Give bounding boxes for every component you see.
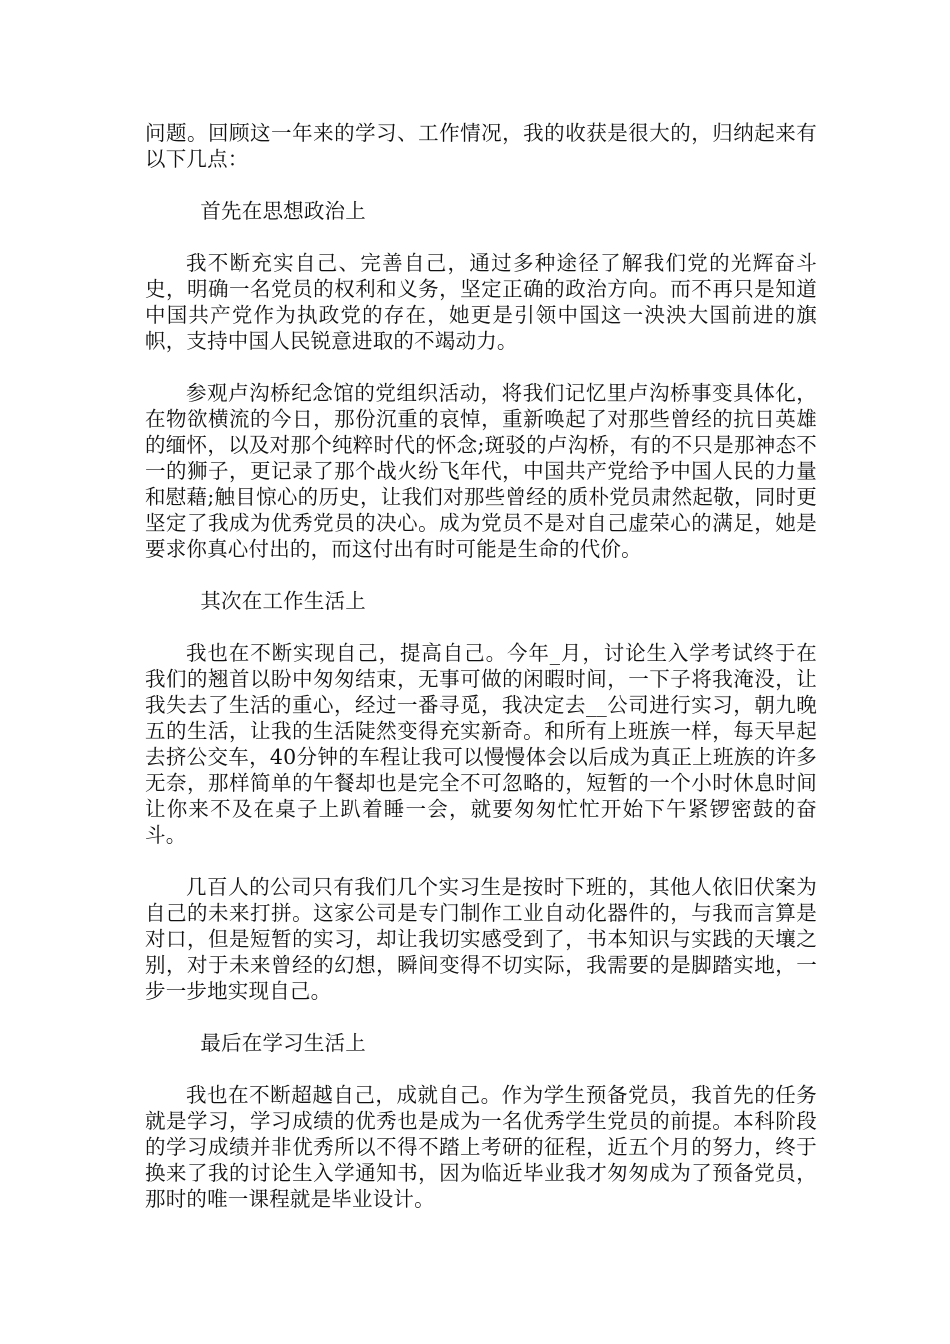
paragraph-political: 我不断充实自己、完善自己，通过多种途径了解我们党的光辉奋斗史，明确一名党员的权利和义务，坚定正确的政治方向。而不再只是知道中国共产党作为执政党的存在，她更是引领中国这一泱泱大国前进的旗帜，支持中国人民锐意进取的不竭动力。 [145, 251, 817, 353]
paragraph-intro: 问题。回顾这一年来的学习、工作情况，我的收获是很大的，归纳起来有以下几点： [145, 121, 817, 171]
section-heading-work: 其次在工作生活上 [200, 589, 366, 613]
paragraph-study: 我也在不断超越自己，成就自己。作为学生预备党员，我首先的任务就是学习，学习成绩的优秀也是成为一名优秀学生党员的前提。本科阶段的学习成绩并非优秀所以不得不踏上考研的征程，近五个月的努力，终于换来了我的讨论生入学通知书，因为临近毕业我才匆匆成为了预备党员，那时的唯一课程就是毕业设计。 [145, 1083, 817, 1211]
paragraph-lugou-bridge: 参观卢沟桥纪念馆的党组织活动，将我们记忆里卢沟桥事变具体化，在物欲横流的今日，那份沉重的哀悼，重新唤起了对那些曾经的抗日英雄的缅怀，以及对那个纯粹时代的怀念;斑驳的卢沟桥，有的不只是那神态不一的狮子，更记录了那个战火纷飞年代，中国共产党给予中国人民的力量和慰藉;触目惊心的历史，让我们对那些曾经的质朴党员肃然起敬，同时更坚定了我成为优秀党员的决心。成为党员不是对自己虚荣心的满足，她是要求你真心付出的，而这付出有时可能是生命的代价。 [145, 381, 817, 561]
paragraph-internship: 我也在不断实现自己，提高自己。今年_月，讨论生入学考试终于在我们的翘首以盼中匆匆结束，无事可做的闲暇时间，一下子将我淹没，让我失去了生活的重心，经过一番寻觅，我决定去__公司进行实习，朝九晚五的生活，让我的生活陡然变得充实新奇。和所有上班族一样，每天早起去挤公交车，40分钟的车程让我可以慢慢体会以后成为真正上班族的许多无奈，那样简单的午餐却也是完全不可忽略的，短暂的一个小时休息时间让你来不及在桌子上趴着睡一会，就要匆匆忙忙开始下午紧锣密鼓的奋斗。 [145, 641, 817, 847]
section-heading-political: 首先在思想政治上 [200, 199, 366, 223]
document-body [145, 120, 817, 1238]
section-heading-study: 最后在学习生活上 [200, 1031, 366, 1055]
paragraph-company: 几百人的公司只有我们几个实习生是按时下班的，其他人依旧伏案为自己的未来打拼。这家公司是专门制作工业自动化器件的，与我而言算是对口，但是短暂的实习，却让我切实感受到了，书本知识与实践的天壤之别，对于未来曾经的幻想，瞬间变得不切实际，我需要的是脚踏实地，一步一步地实现自己。 [145, 875, 817, 1003]
